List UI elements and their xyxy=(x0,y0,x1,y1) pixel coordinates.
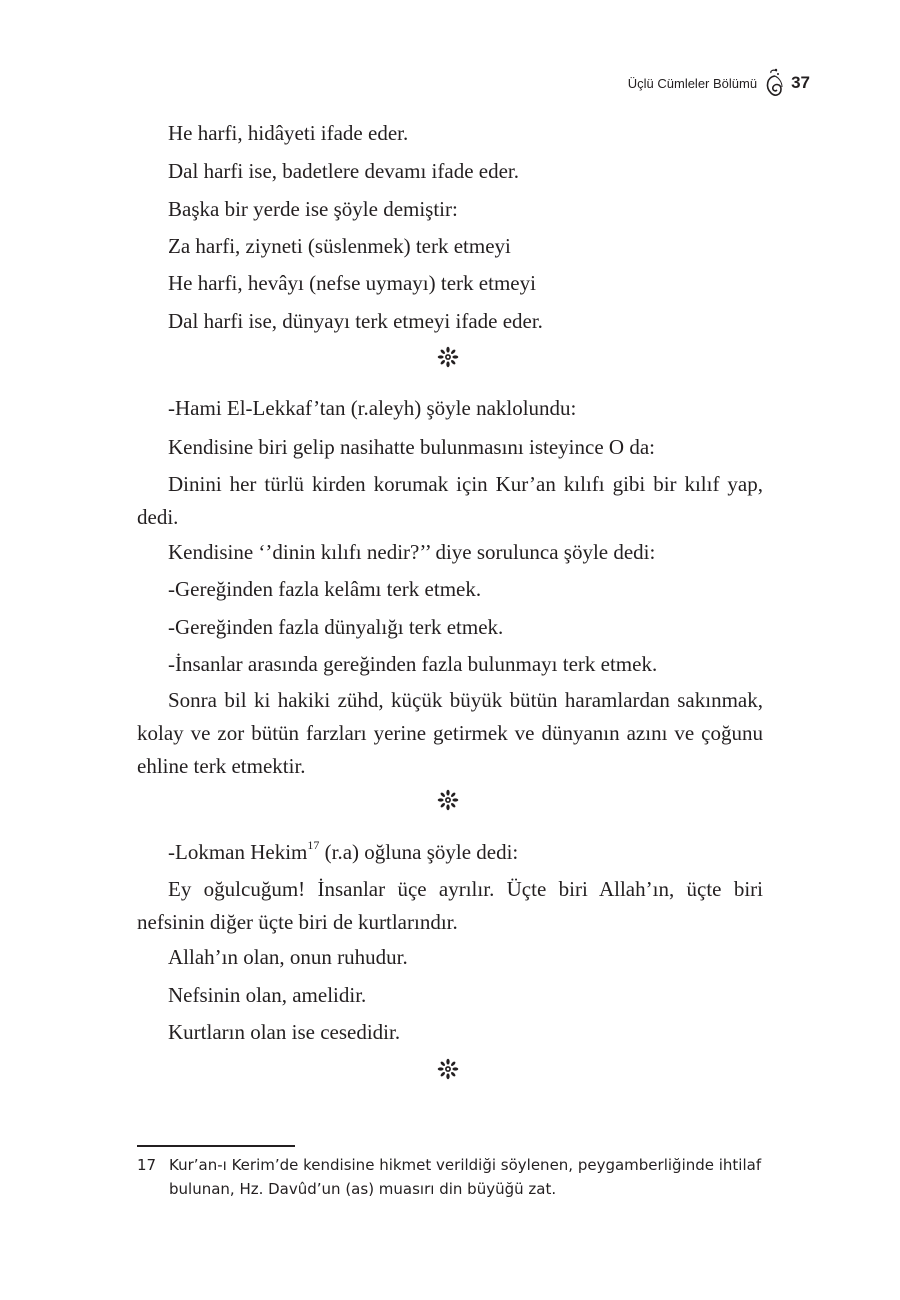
paragraph: Kendisine biri gelip nasihatte bulunmasını isteyince O da: xyxy=(168,435,655,459)
paragraph: Dal harfi ise, badetlere devamı ifade eder. xyxy=(168,159,519,183)
paragraph: Ey oğulcuğum! İnsanlar üçe ayrılır. Üçte biri Allah’ın, üçte biri nefsinin diğer üçte biri de kurtlarındır. xyxy=(137,877,763,934)
chapter-title: Üçlü Cümleler Bölümü xyxy=(627,75,758,91)
paragraph: Nefsinin olan, amelidir. xyxy=(168,983,367,1007)
section-ornament-icon xyxy=(437,346,459,368)
paragraph: -Gereğinden fazla dünyalığı terk etmek. xyxy=(168,615,504,639)
section-ornament-icon xyxy=(437,1058,459,1080)
paragraph: -Hami El-Lekkaf’tan (r.aleyh) şöyle naklolundu: xyxy=(168,396,577,420)
paragraph: Sonra bil ki hakiki zühd, küçük büyük bütün haramlardan sakınmak, kolay ve zor bütün farzları yerine getirmek ve dünyanın azını ve çoğunu ehline terk etmektir. xyxy=(137,688,763,778)
paragraph: Kurtların olan ise cesedidir. xyxy=(168,1020,401,1044)
paragraph: -İnsanlar arasında gereğinden fazla bulunmayı terk etmek. xyxy=(168,652,658,676)
paragraph: Allah’ın olan, onun ruhudur. xyxy=(168,945,408,969)
paragraph: He harfi, hidâyeti ifade eder. xyxy=(168,121,409,145)
paragraph-text: -Lokman Hekim xyxy=(168,840,308,864)
paragraph: -Gereğinden fazla kelâmı terk etmek. xyxy=(168,577,482,601)
footnote-text: Kur’an-ı Kerim’de kendisine hikmet verildiği söylenen, peygamberliğinde ihtilaf bulunan, Hz. Davûd’un (as) muasırı din büyüğü zat. xyxy=(169,1156,762,1198)
paragraph: Dal harfi ise, dünyayı terk etmeyi ifade eder. xyxy=(168,309,543,333)
footnote-number: 17 xyxy=(137,1156,157,1174)
paragraph xyxy=(137,836,763,869)
paragraph: Za harfi, ziyneti (süslenmek) terk etmeyi xyxy=(168,234,511,258)
paragraph: Kendisine ‘’dinin kılıfı nedir?’’ diye sorulunca şöyle dedi: xyxy=(168,540,656,564)
paragraph: Dinini her türlü kirden korumak için Kur’an kılıfı gibi bir kılıf yap, dedi. xyxy=(137,472,763,529)
footnote-reference: 17 xyxy=(307,838,320,852)
paragraph: Başka bir yerde ise şöyle demiştir: xyxy=(168,197,458,221)
footnote-divider xyxy=(137,1145,295,1147)
paragraph: He harfi, hevâyı (nefse uymayı) terk etmeyi xyxy=(168,271,536,295)
page-number: 37 xyxy=(791,73,810,92)
paragraph-text: (r.a) oğluna şöyle dedi: xyxy=(319,840,519,864)
running-header xyxy=(628,68,810,98)
section-ornament-icon xyxy=(437,789,459,811)
swirl-ornament-icon xyxy=(763,67,785,99)
